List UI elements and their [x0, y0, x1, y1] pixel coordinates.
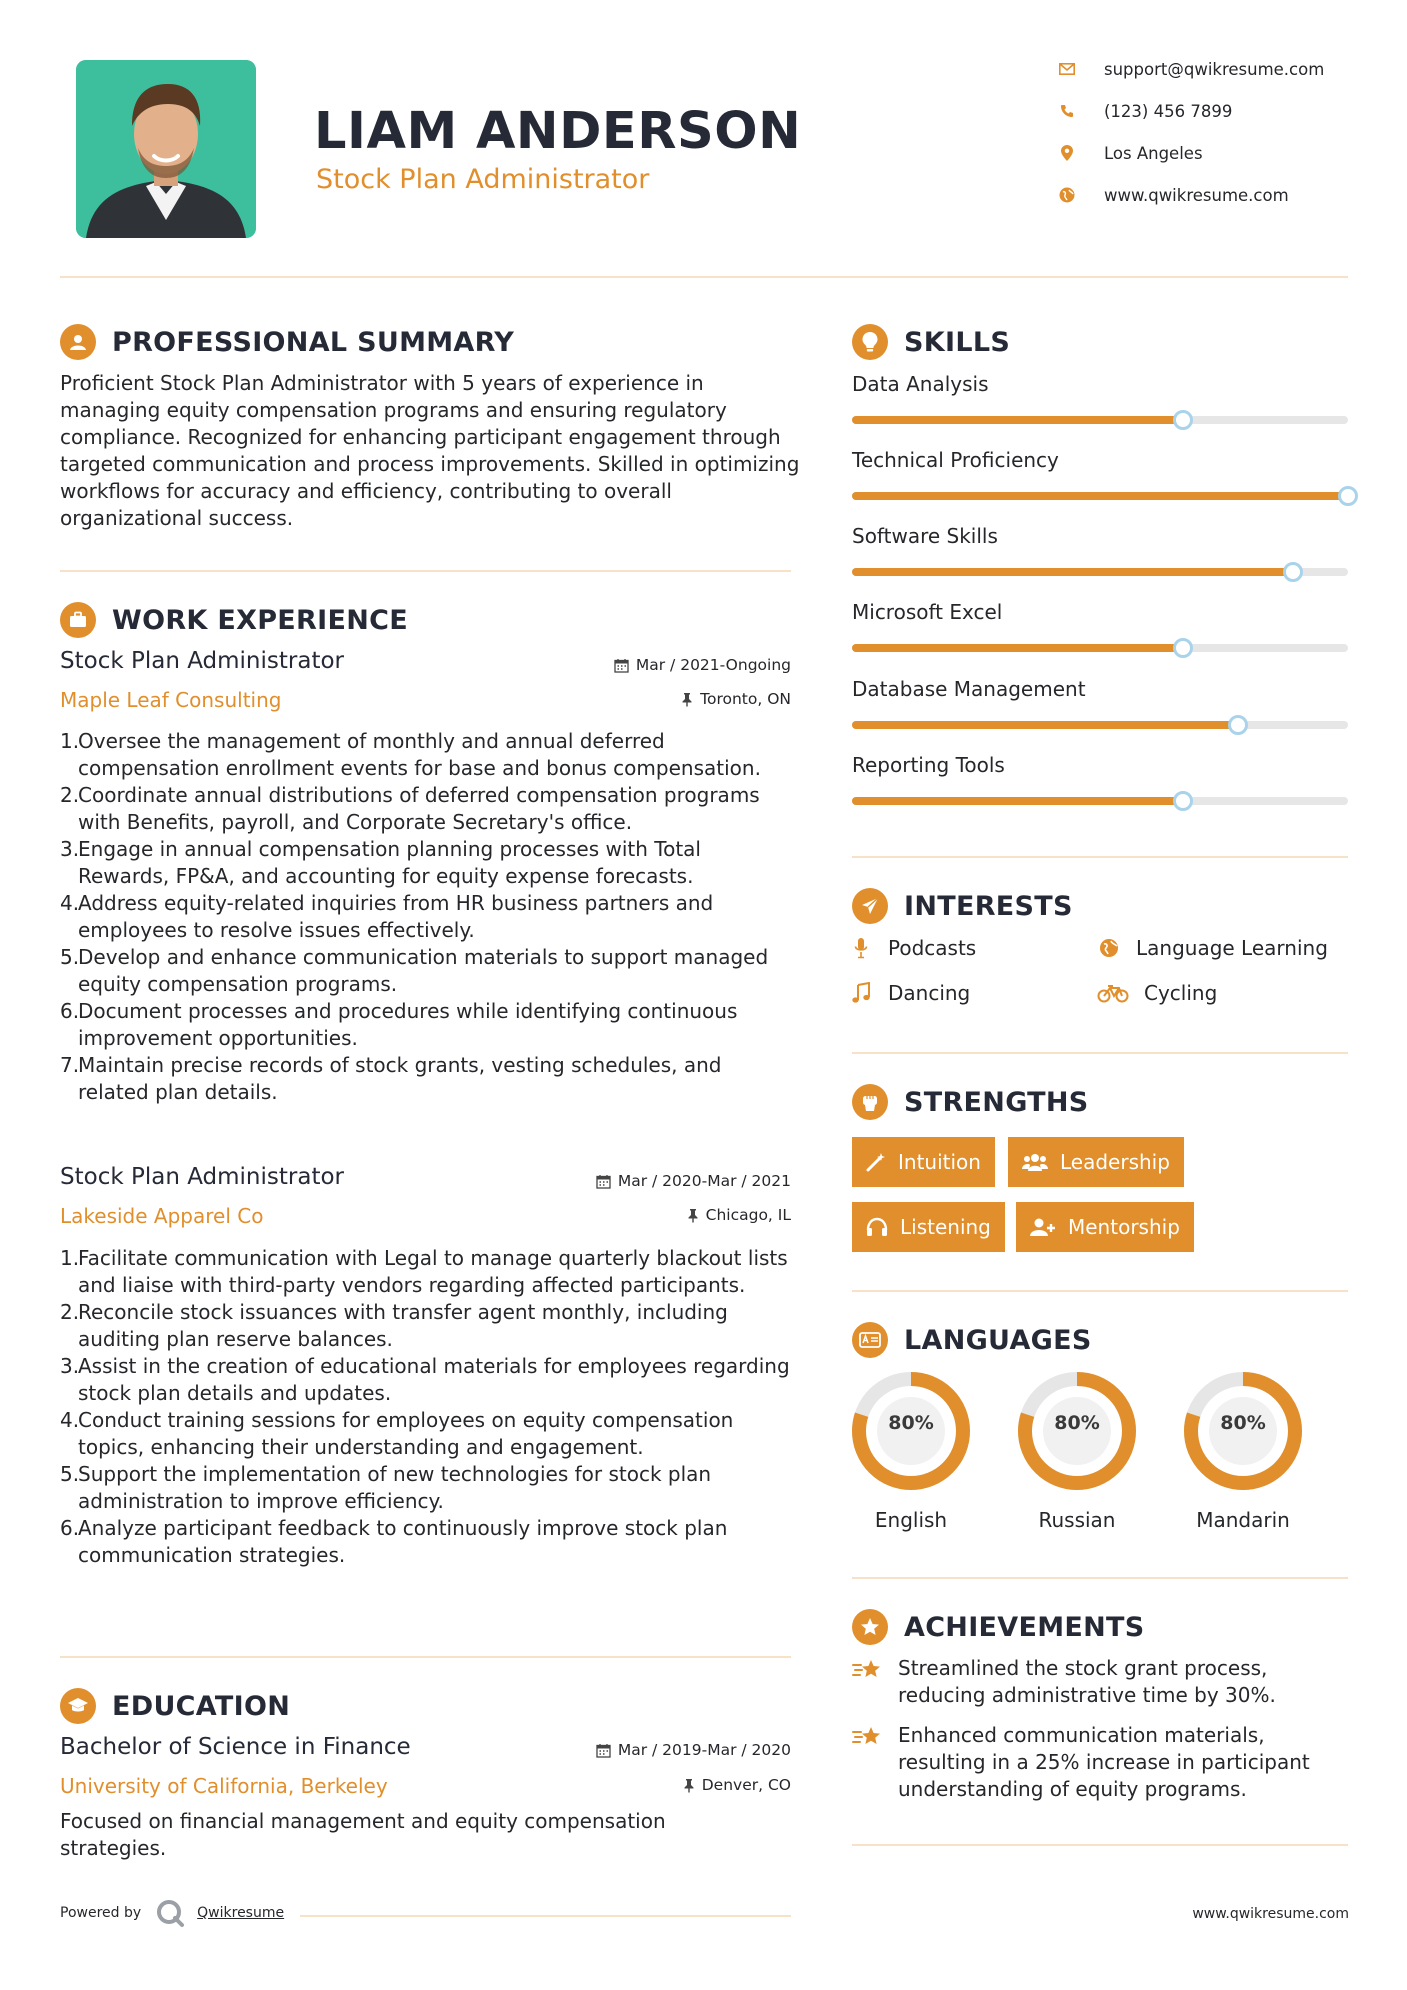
list-item: 4. Conduct training sessions for employees on equity compensation topics, enhancing their understanding and engagement. — [60, 1408, 734, 1459]
contact-website[interactable] — [1056, 182, 1376, 208]
strength-tag-leadership — [1008, 1137, 1184, 1187]
language-percent: 80% — [888, 1412, 934, 1434]
job-2-location — [687, 1206, 791, 1224]
lightbulb-icon — [852, 324, 888, 360]
achievements-title: ACHIEVEMENTS — [904, 1611, 1145, 1643]
list-item: 3. Engage in annual compensation planning processes with Total Rewards, FP&A, and accounting for equity expense forecasts. — [60, 837, 701, 888]
skill-label: Reporting Tools — [852, 753, 1005, 777]
job-1-company: Maple Leaf Consulting — [60, 688, 282, 712]
strength-label: Leadership — [1060, 1150, 1170, 1174]
paper-plane-icon — [852, 888, 888, 924]
calendar-icon — [614, 658, 629, 673]
strengths-divider — [852, 1290, 1348, 1292]
qwikresume-link[interactable]: Qwikresume — [197, 1905, 285, 1921]
achievement-text: Enhanced communication materials, resulting in a 25% increase in participant understanding of equity programs. — [898, 1723, 1310, 1801]
contact-phone-text: (123) 456 7899 — [1104, 101, 1233, 121]
strengths-heading — [852, 1082, 1089, 1122]
language-name: English — [874, 1508, 948, 1532]
list-item: 2. Reconcile stock issuances with transfer agent monthly, including auditing plan reserve balances. — [60, 1300, 728, 1351]
strength-label: Mentorship — [1068, 1215, 1180, 1239]
job-1-date-text: Mar / 2021-Ongoing — [635, 656, 791, 674]
strength-tag-mentorship — [1016, 1202, 1194, 1252]
strength-label: Intuition — [898, 1150, 981, 1174]
briefcase-icon — [60, 602, 96, 638]
pushpin-icon — [681, 692, 693, 707]
summary-divider — [60, 570, 791, 572]
job-2-company: Lakeside Apparel Co — [60, 1204, 264, 1228]
interests-heading — [852, 886, 1073, 926]
education-text: Focused on financial management and equity compensation strategies. — [60, 1809, 666, 1860]
achievement-item — [852, 1722, 1352, 1803]
languages-title: LANGUAGES — [904, 1324, 1092, 1356]
star-badge-icon — [852, 1609, 888, 1645]
list-item: 4. Address equity-related inquiries from HR business partners and employees to resolve issues effectively. — [60, 891, 714, 942]
skill-slider-knob[interactable] — [1173, 638, 1193, 658]
profile-photo — [76, 60, 256, 238]
headphones-icon — [866, 1217, 888, 1237]
contact-location-text: Los Angeles — [1104, 143, 1203, 163]
job-1-duties — [60, 728, 797, 1106]
magic-wand-icon — [866, 1152, 886, 1172]
achievement-text: Streamlined the stock grant process, reducing administrative time by 30%. — [898, 1656, 1276, 1707]
music-note-icon — [848, 981, 874, 1005]
language-item — [1014, 1368, 1140, 1532]
phone-icon — [1056, 101, 1078, 121]
job-1-date — [614, 656, 791, 674]
globe-icon — [1056, 185, 1078, 205]
skill-label: Microsoft Excel — [852, 600, 1003, 624]
skills-heading — [852, 322, 1010, 362]
interest-label: Cycling — [1144, 981, 1218, 1005]
strengths-title: STRENGTHS — [904, 1086, 1089, 1118]
achievements-heading — [852, 1607, 1145, 1647]
skills-title: SKILLS — [904, 326, 1011, 358]
education-title: EDUCATION — [112, 1690, 291, 1722]
languages-heading — [852, 1320, 1092, 1360]
interest-label: Podcasts — [888, 936, 977, 960]
job-2-duties — [60, 1245, 797, 1569]
job-1-location — [681, 690, 791, 708]
education-degree: Bachelor of Science in Finance — [60, 1734, 411, 1760]
strength-tag-listening — [852, 1202, 1005, 1252]
achievements-divider — [852, 1844, 1348, 1846]
work-title: WORK EXPERIENCE — [112, 604, 408, 636]
list-item: 5. Develop and enhance communication materials to support managed equity compensation programs. — [60, 945, 769, 996]
contact-email[interactable] — [1056, 56, 1376, 82]
interests-title: INTERESTS — [904, 890, 1073, 922]
skill-label: Data Analysis — [852, 372, 989, 396]
language-item — [848, 1368, 974, 1532]
skill-label: Database Management — [852, 677, 1086, 701]
skill-slider-knob[interactable] — [1228, 715, 1248, 735]
work-divider — [60, 1656, 791, 1658]
list-item: 6. Document processes and procedures while identifying continuous improvement opportunities. — [60, 999, 738, 1050]
list-item: 5. Support the implementation of new technologies for stock plan administration to improve efficiency. — [60, 1462, 712, 1513]
skill-slider-knob[interactable] — [1173, 410, 1193, 430]
microphone-icon — [848, 936, 874, 960]
skill-bar — [852, 644, 1348, 652]
strength-tag-intuition — [852, 1137, 995, 1187]
globe-icon — [1096, 936, 1122, 960]
user-plus-icon — [1030, 1217, 1056, 1237]
language-card-icon — [852, 1322, 888, 1358]
calendar-icon — [596, 1743, 611, 1758]
summary-heading — [60, 322, 514, 362]
job-1-location-text: Toronto, ON — [700, 690, 791, 708]
calendar-icon — [596, 1174, 611, 1189]
job-2-date-text: Mar / 2020-Mar / 2021 — [617, 1172, 791, 1190]
candidate-role: Stock Plan Administrator — [316, 164, 650, 195]
skill-slider-knob[interactable] — [1338, 486, 1358, 506]
job-1-title: Stock Plan Administrator — [60, 648, 344, 674]
summary-text: Proficient Stock Plan Administrator with 5 years of experience in managing equity compensation programs and ensuring regulatory compliance. Recognized for enhancing participant engagement through targeted communication and process improvements. Skilled in optimizing workflows for accuracy and efficiency, contributing to overall organizational success. — [60, 371, 800, 530]
qwikresume-logo-icon — [155, 1898, 185, 1928]
skill-bar — [852, 797, 1348, 805]
bicycle-icon — [1096, 981, 1130, 1005]
language-percent: 80% — [1054, 1412, 1100, 1434]
education-date — [596, 1741, 791, 1759]
shooting-star-icon — [852, 1655, 884, 1709]
language-item — [1180, 1368, 1306, 1532]
language-name: Russian — [1038, 1508, 1116, 1532]
list-item: 1. Oversee the management of monthly and annual deferred compensation enrollment events for base and bonus compensation. — [60, 729, 761, 780]
contact-website-text: www.qwikresume.com — [1104, 185, 1289, 205]
contact-email-text: support@qwikresume.com — [1104, 59, 1325, 79]
languages-divider — [852, 1577, 1348, 1579]
education-location — [683, 1776, 791, 1794]
skill-label: Technical Proficiency — [852, 448, 1059, 472]
users-icon — [1022, 1152, 1048, 1172]
skill-slider-knob[interactable] — [1283, 562, 1303, 582]
user-icon — [60, 324, 96, 360]
job-2-title: Stock Plan Administrator — [60, 1164, 344, 1190]
list-item: 1. Facilitate communication with Legal to manage quarterly blackout lists and liaise with third-party vendors regarding affected participants. — [60, 1246, 788, 1297]
interest-item — [1096, 936, 1328, 960]
footer-url[interactable]: www.qwikresume.com — [1192, 1906, 1349, 1922]
language-name: Mandarin — [1196, 1508, 1290, 1532]
interest-item — [848, 981, 970, 1005]
powered-by — [60, 1898, 284, 1928]
interest-item — [848, 936, 976, 960]
achievement-item — [852, 1655, 1352, 1709]
interest-label: Dancing — [888, 981, 971, 1005]
list-item: 3. Assist in the creation of educational materials for employees regarding stock plan details and updates. — [60, 1354, 790, 1405]
interest-item — [1096, 981, 1217, 1005]
header-divider — [60, 276, 1348, 278]
fist-icon — [852, 1084, 888, 1120]
interests-divider — [852, 1052, 1348, 1054]
language-percent: 80% — [1220, 1412, 1266, 1434]
skill-slider-knob[interactable] — [1173, 791, 1193, 811]
job-2-date — [596, 1172, 791, 1190]
footer-divider — [300, 1915, 791, 1917]
map-pin-icon — [1056, 143, 1078, 163]
candidate-name: LIAM ANDERSON — [314, 102, 802, 161]
education-school: University of California, Berkeley — [60, 1774, 388, 1798]
skill-bar — [852, 492, 1348, 500]
list-item: 2. Coordinate annual distributions of deferred compensation programs with Benefits, payroll, and Corporate Secretary's office. — [60, 783, 760, 834]
strength-label: Listening — [900, 1215, 991, 1239]
pushpin-icon — [683, 1778, 695, 1793]
contact-location — [1056, 140, 1376, 166]
work-heading — [60, 600, 408, 640]
summary-title: PROFESSIONAL SUMMARY — [112, 326, 515, 358]
job-2-location-text: Chicago, IL — [705, 1206, 791, 1224]
list-item: 7. Maintain precise records of stock grants, vesting schedules, and related plan details. — [60, 1053, 722, 1104]
contact-phone[interactable] — [1056, 98, 1376, 124]
list-item: 6. Analyze participant feedback to continuously improve stock plan communication strategies. — [60, 1516, 728, 1567]
skill-bar — [852, 721, 1348, 729]
envelope-icon — [1056, 59, 1078, 79]
education-date-text: Mar / 2019-Mar / 2020 — [617, 1741, 791, 1759]
education-location-text: Denver, CO — [701, 1776, 791, 1794]
shooting-star-icon — [852, 1722, 884, 1803]
powered-by-text: Powered by — [60, 1905, 142, 1921]
skill-bar — [852, 416, 1348, 424]
pushpin-icon — [687, 1208, 699, 1223]
graduation-icon — [60, 1688, 96, 1724]
skill-label: Software Skills — [852, 524, 998, 548]
education-heading — [60, 1686, 290, 1726]
skill-bar — [852, 568, 1348, 576]
skills-divider — [852, 856, 1348, 858]
interest-label: Language Learning — [1136, 936, 1328, 960]
